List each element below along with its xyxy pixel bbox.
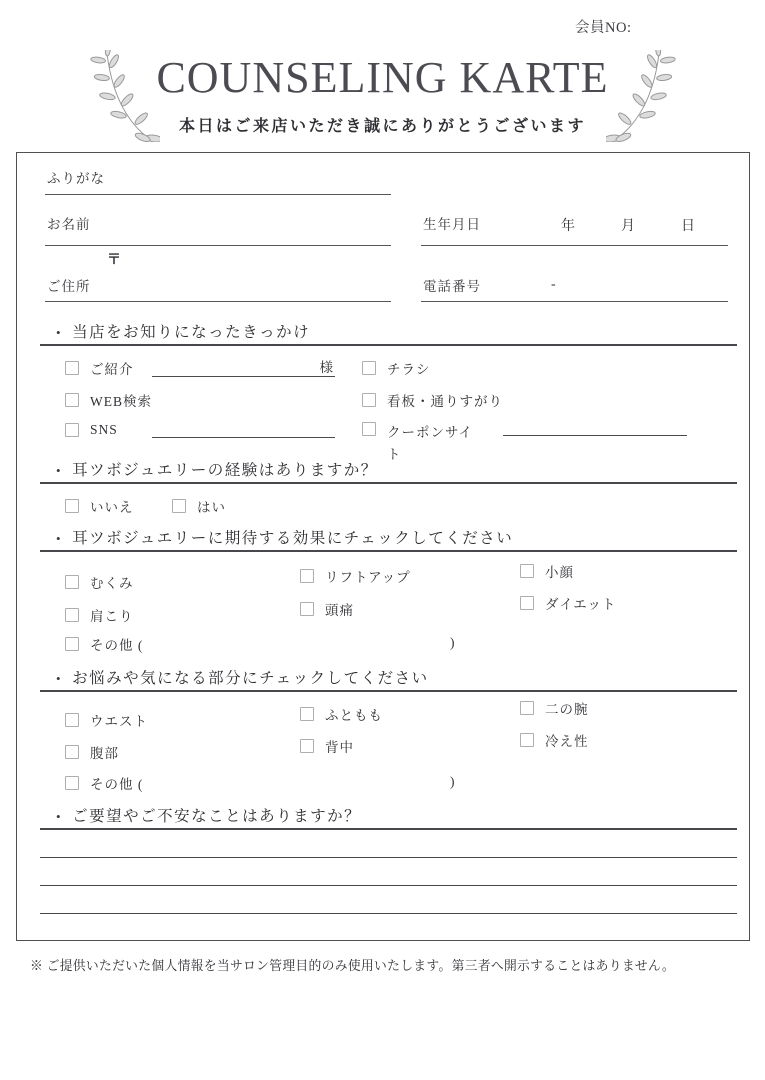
- checkbox-option-katakori[interactable]: [65, 605, 134, 625]
- section-requests-title: ご要望やご不安なことはありますか？: [72, 808, 362, 825]
- name-label: お名前: [47, 217, 91, 232]
- checkbox-option-effects-other[interactable]: [65, 634, 143, 654]
- checkbox-label: 肩こり: [90, 609, 134, 624]
- checkbox[interactable]: [362, 422, 376, 436]
- checkbox-label: ご紹介: [90, 362, 134, 377]
- address-label: ご住所: [47, 279, 91, 294]
- checkbox-option-liftup[interactable]: [300, 566, 411, 586]
- phone-field[interactable]: [421, 269, 728, 302]
- checkbox[interactable]: [520, 701, 534, 715]
- section-effects-header: [40, 529, 737, 552]
- section-concerns-header: [40, 669, 737, 692]
- checkbox[interactable]: [65, 713, 79, 727]
- checkbox[interactable]: [362, 361, 376, 375]
- checkbox-label: その他 (: [90, 777, 144, 792]
- checkbox[interactable]: [300, 569, 314, 583]
- checkbox[interactable]: [65, 361, 79, 375]
- checkbox-label: むくみ: [90, 576, 134, 591]
- checkbox[interactable]: [172, 499, 186, 513]
- checkbox-option-waist[interactable]: [65, 710, 148, 730]
- checkbox[interactable]: [300, 602, 314, 616]
- laurel-branch-right-icon: [606, 50, 682, 142]
- phone-label: 電話番号: [423, 279, 481, 294]
- checkbox[interactable]: [65, 499, 79, 513]
- effects-other-close-paren: ): [450, 635, 455, 650]
- checkbox[interactable]: [362, 393, 376, 407]
- bullet-icon: •: [56, 671, 63, 686]
- referral-suffix: 様: [319, 360, 333, 375]
- checkbox[interactable]: [520, 733, 534, 747]
- checkbox-label: クーポンサイト: [387, 425, 474, 463]
- requests-line-1[interactable]: [40, 857, 737, 858]
- postal-mark: 〒: [107, 253, 121, 268]
- checkbox-option-mukumi[interactable]: [65, 572, 134, 592]
- checkbox[interactable]: [65, 745, 79, 759]
- checkbox-label: いいえ: [90, 500, 134, 515]
- checkbox[interactable]: [65, 393, 79, 407]
- section-referral-source-title: 当店をお知りになったきっかけ: [72, 324, 311, 341]
- checkbox-label: 看板・通りすがり: [387, 394, 503, 409]
- phone-separator: -: [551, 277, 556, 292]
- bullet-icon: •: [56, 463, 63, 478]
- section-effects-title: 耳ツボジュエリーに期待する効果にチェックしてください: [72, 530, 514, 547]
- checkbox-label: SNS: [90, 422, 118, 437]
- privacy-note: ※ ご提供いただいた個人情報を当サロン管理目的のみ使用いたします。第三者へ開示することはありません。: [30, 959, 675, 973]
- concerns-other-close-paren: ): [450, 774, 455, 789]
- checkbox-option-signboard[interactable]: [362, 390, 503, 410]
- checkbox-label: 背中: [325, 740, 354, 755]
- name-field[interactable]: [45, 213, 391, 246]
- checkbox-option-back[interactable]: [300, 736, 354, 756]
- month-label: 月: [621, 219, 636, 234]
- birthdate-label: 生年月日: [423, 217, 481, 232]
- checkbox-option-flyer[interactable]: [362, 358, 431, 378]
- requests-line-3[interactable]: [40, 913, 737, 914]
- checkbox[interactable]: [65, 423, 79, 437]
- checkbox-label: 腹部: [90, 746, 119, 761]
- furigana-field[interactable]: [45, 167, 391, 195]
- sns-account-line[interactable]: [152, 423, 335, 438]
- year-label: 年: [561, 219, 576, 234]
- coupon-site-line[interactable]: [503, 421, 687, 436]
- checkbox[interactable]: [520, 596, 534, 610]
- checkbox-option-upper-arm[interactable]: [520, 698, 589, 718]
- section-concerns-title: お悩みや気になる部分にチェックしてください: [72, 670, 429, 687]
- checkbox-label: ふともも: [325, 708, 383, 723]
- checkbox-option-sns[interactable]: [65, 422, 118, 438]
- checkbox[interactable]: [300, 739, 314, 753]
- checkbox-option-abdomen[interactable]: [65, 742, 119, 762]
- section-requests-header: [40, 807, 737, 830]
- checkbox-option-web[interactable]: [65, 390, 152, 410]
- checkbox-label: 頭痛: [325, 603, 354, 618]
- page-title: COUNSELING KARTE: [156, 53, 609, 102]
- checkbox-option-no[interactable]: [65, 496, 134, 516]
- checkbox-option-kogao[interactable]: [520, 561, 574, 581]
- form-card: [16, 152, 750, 941]
- member-no-label: 会員NO:: [575, 20, 632, 36]
- bullet-icon: •: [56, 809, 63, 824]
- checkbox-label: リフトアップ: [325, 570, 411, 585]
- checkbox[interactable]: [520, 564, 534, 578]
- checkbox-option-yes[interactable]: [172, 496, 226, 516]
- referral-name-line[interactable]: [152, 359, 335, 377]
- requests-line-2[interactable]: [40, 885, 737, 886]
- checkbox-label: 冷え性: [545, 734, 589, 749]
- checkbox[interactable]: [65, 575, 79, 589]
- bullet-icon: •: [56, 325, 63, 340]
- page-subtitle: 本日はご来店いただき誠にありがとうございます: [178, 118, 586, 135]
- checkbox-label: ダイエット: [545, 597, 617, 612]
- checkbox-label: はい: [197, 500, 226, 515]
- checkbox-label: 二の腕: [545, 702, 589, 717]
- birthdate-field[interactable]: [421, 213, 728, 246]
- checkbox-label: 小顔: [545, 565, 574, 580]
- checkbox-option-introduction[interactable]: [65, 358, 134, 378]
- checkbox-label: ウエスト: [90, 714, 148, 729]
- checkbox[interactable]: [65, 608, 79, 622]
- bullet-icon: •: [56, 531, 63, 546]
- checkbox-option-diet[interactable]: [520, 593, 616, 613]
- section-experience-title: 耳ツボジュエリーの経験はありますか？: [72, 462, 378, 479]
- checkbox-option-concerns-other[interactable]: [65, 773, 143, 793]
- checkbox-option-cold-sensitivity[interactable]: [520, 730, 589, 750]
- checkbox-label: その他 (: [90, 638, 144, 653]
- section-experience-header: [40, 459, 737, 484]
- checkbox-option-headache[interactable]: [300, 599, 354, 619]
- checkbox-label: WEB検索: [90, 394, 152, 409]
- checkbox[interactable]: [65, 637, 79, 651]
- checkbox-option-thigh[interactable]: [300, 704, 383, 724]
- day-label: 日: [681, 219, 696, 234]
- section-referral-source-header: [40, 323, 737, 346]
- checkbox[interactable]: [65, 776, 79, 790]
- checkbox[interactable]: [300, 707, 314, 721]
- checkbox-label: チラシ: [387, 362, 431, 377]
- address-field[interactable]: [45, 251, 391, 302]
- furigana-label: ふりがな: [47, 171, 105, 186]
